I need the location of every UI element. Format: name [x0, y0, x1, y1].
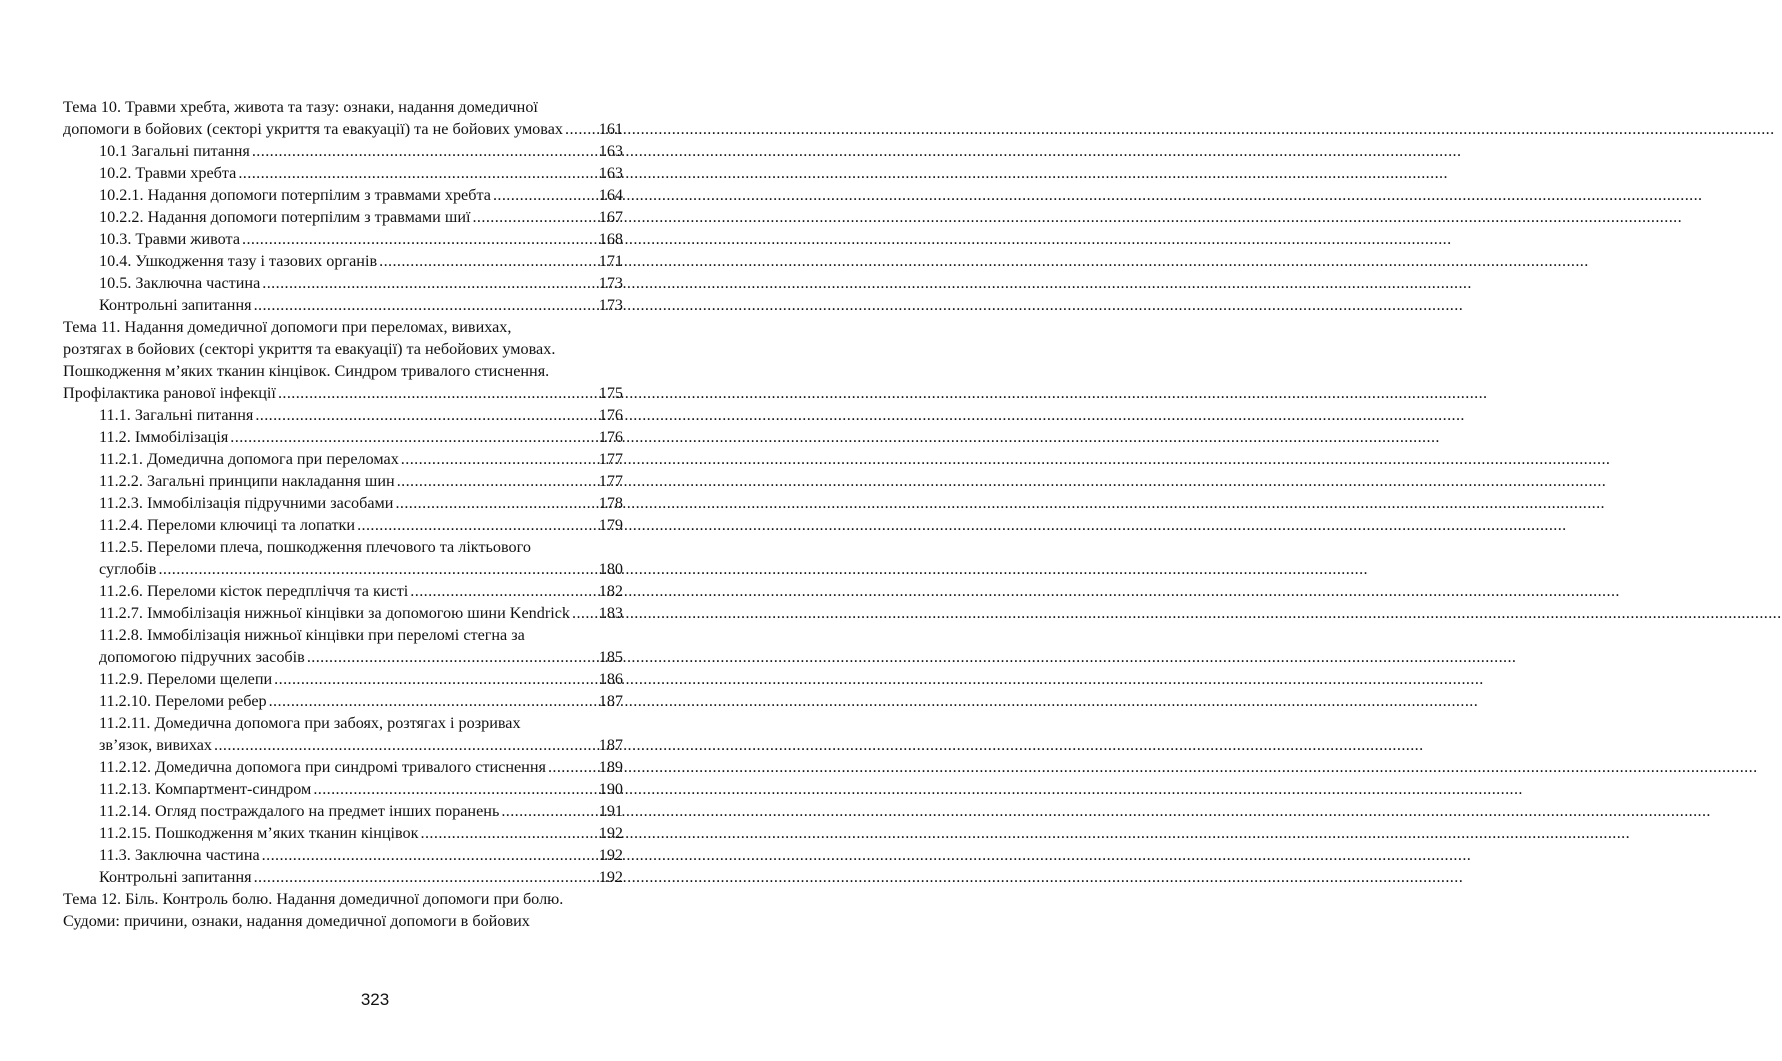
- toc-topic-12-heading-line2: Судоми: причини, ознаки, надання домедичної допомоги в бойових: [63, 912, 530, 930]
- toc-page-number: 187: [598, 692, 623, 710]
- toc-entry-11-2-11-line1: 11.2.11. Домедична допомога при забоях, розтягах і розривах: [99, 714, 521, 732]
- toc-page-number: 167: [598, 208, 623, 226]
- toc-leader-dots: [158, 558, 596, 580]
- toc-entry: [99, 162, 623, 184]
- toc-page-number: 164: [598, 186, 623, 204]
- toc-page-number: 171: [598, 252, 623, 270]
- toc-entry-title: 11.2.3. Іммобілізація підручними засобами: [99, 494, 394, 512]
- toc-entry: [99, 646, 623, 668]
- toc-page-number: 177: [598, 472, 623, 490]
- toc-page-number: 182: [598, 582, 623, 600]
- toc-page-number: 177: [598, 450, 623, 468]
- toc-topic-11-heading: [63, 382, 623, 404]
- toc-leader-dots: [307, 646, 597, 668]
- toc-entry: [99, 866, 623, 888]
- toc-leader-dots: [493, 184, 597, 206]
- toc-entry-title: суглобів: [99, 560, 157, 578]
- toc-entry-11-2-5-line1: 11.2.5. Переломи плеча, пошкодження плечового та ліктьового: [99, 538, 531, 556]
- toc-leader-dots: [214, 734, 597, 756]
- toc-entry-title: 11.1. Загальні питання: [99, 406, 254, 424]
- toc-entry-title: допомоги в бойових (секторі укриття та евакуації) та не бойових умовах: [63, 120, 563, 138]
- toc-entry: [99, 404, 623, 426]
- toc-leader-dots: [255, 404, 596, 426]
- toc-page-number: 173: [598, 274, 623, 292]
- toc-leader-dots: [242, 228, 597, 250]
- toc-entry: [99, 690, 623, 712]
- toc-leader-dots: [313, 778, 596, 800]
- toc-entry: [99, 778, 623, 800]
- toc-leader-dots: [548, 756, 597, 778]
- toc-entry-title: 11.2.1. Домедична допомога при переломах: [99, 450, 399, 468]
- toc-page-number: 185: [598, 648, 623, 666]
- toc-entry: [99, 822, 623, 844]
- toc-leader-dots: [357, 514, 597, 536]
- toc-topic-10-heading: [63, 118, 623, 140]
- toc-leader-dots: [565, 118, 597, 140]
- toc-leader-dots: [230, 426, 596, 448]
- toc-page-number: 191: [598, 802, 623, 820]
- toc-entry-title: 11.2.10. Переломи ребер: [99, 692, 267, 710]
- toc-entry: [99, 580, 623, 602]
- toc-topic-11-heading-line1: Тема 11. Надання домедичної допомоги при переломах, вивихах,: [63, 318, 512, 336]
- toc-entry-title: 11.2.7. Іммобілізація нижньої кінцівки за допомогою шини Kendrick: [99, 604, 571, 622]
- toc-entry: [99, 558, 623, 580]
- toc-entry-title: Контрольні запитання: [99, 868, 252, 886]
- toc-entry: [99, 470, 623, 492]
- toc-page-number: 183: [598, 604, 623, 622]
- toc-entry-title: 10.2. Травми хребта: [99, 164, 237, 182]
- toc-entry: [99, 492, 623, 514]
- toc-entry: [99, 734, 623, 756]
- toc-page-number: 163: [598, 164, 623, 182]
- toc-page-number: 192: [598, 824, 623, 842]
- toc-entry-title: Контрольні запитання: [99, 296, 252, 314]
- toc-entry-title: 11.3. Заключна частина: [99, 846, 260, 864]
- toc-leader-dots: [572, 602, 597, 624]
- toc-leader-dots: [238, 162, 596, 184]
- toc-entry-title: допомогою підручних засобів: [99, 648, 305, 666]
- toc-page-number: 189: [598, 758, 623, 776]
- toc-page-number: 168: [598, 230, 623, 248]
- toc-entry-11-2-8-line1: 11.2.8. Іммобілізація нижньої кінцівки при переломі стегна за: [99, 626, 525, 644]
- toc-entry-title: 11.2.14. Огляд постраждалого на предмет інших поранень: [99, 802, 500, 820]
- toc-entry-title: 11.2.6. Переломи кісток передпліччя та кисті: [99, 582, 409, 600]
- toc-page-number: 176: [598, 406, 623, 424]
- toc-entry: [99, 756, 623, 778]
- toc-leader-dots: [395, 492, 596, 514]
- toc-entry: [99, 184, 623, 206]
- toc-page-number: 192: [598, 846, 623, 864]
- toc-entry-title: 11.2.13. Компартмент-синдром: [99, 780, 312, 798]
- toc-page-number: 176: [598, 428, 623, 446]
- toc-leader-dots: [252, 140, 597, 162]
- toc-entry: [99, 448, 623, 470]
- toc-entry: [99, 272, 623, 294]
- toc-entry-title: 11.2.12. Домедична допомога при синдромі тривалого стиснення: [99, 758, 546, 776]
- toc-entry-title: 10.2.1. Надання допомоги потерпілим з травмами хребта: [99, 186, 491, 204]
- toc-leader-dots: [262, 844, 597, 866]
- toc-entry-title: 11.2.9. Переломи щелепи: [99, 670, 273, 688]
- toc-leader-dots: [278, 382, 597, 404]
- toc-leader-dots: [401, 448, 597, 470]
- toc-leader-dots: [269, 690, 597, 712]
- toc-leader-dots: [379, 250, 597, 272]
- toc-page-number: 190: [598, 780, 623, 798]
- toc-entry-title: зв’язок, вивихах: [99, 736, 212, 754]
- toc-leader-dots: [501, 800, 596, 822]
- toc-topic-11-heading-line2: розтягах в бойових (секторі укриття та евакуації) та небойових умовах.: [63, 340, 556, 358]
- toc-entry: [99, 602, 623, 624]
- toc-entry-title: 11.2. Іммобілізація: [99, 428, 229, 446]
- toc-page-number: 175: [598, 384, 623, 402]
- toc-leader-dots: [421, 822, 597, 844]
- toc-entry-title: 11.2.4. Переломи ключиці та лопатки: [99, 516, 356, 534]
- toc-topic-11-heading-line3: Пошкодження м’яких тканин кінцівок. Синдром тривалого стиснення.: [63, 362, 550, 380]
- toc-page-number: 192: [598, 868, 623, 886]
- toc-entry-title: 11.2.2. Загальні принципи накладання шин: [99, 472, 395, 490]
- toc-leader-dots: [274, 668, 597, 690]
- toc-entry: [99, 844, 623, 866]
- toc-entry-title: 10.2.2. Надання допомоги потерпілим з травмами шиї: [99, 208, 471, 226]
- toc-entry-title: 10.4. Ушкодження тазу і тазових органів: [99, 252, 378, 270]
- toc-entry-title: Профілактика ранової інфекції: [63, 384, 276, 402]
- toc-page-number: 186: [598, 670, 623, 688]
- page-number: 323: [360, 990, 390, 1009]
- toc-entry: [99, 800, 623, 822]
- toc-entry-title: 10.1 Загальні питання: [99, 142, 250, 160]
- toc-page-number: 173: [598, 296, 623, 314]
- toc-page-number: 163: [598, 142, 623, 160]
- toc-page-number: 187: [598, 736, 623, 754]
- toc-entry-title: 10.3. Травми живота: [99, 230, 241, 248]
- toc-topic-10-heading-line1: Тема 10. Травми хребта, живота та тазу: ознаки, надання домедичної: [63, 98, 538, 116]
- toc-entry: [99, 228, 623, 250]
- toc-leader-dots: [410, 580, 596, 602]
- toc-leader-dots: [254, 866, 597, 888]
- toc-entry: [99, 140, 623, 162]
- toc-entry-title: 11.2.15. Пошкодження м’яких тканин кінцівок: [99, 824, 419, 842]
- toc-entry: [99, 206, 623, 228]
- toc-leader-dots: [262, 272, 596, 294]
- toc-page-number: 180: [598, 560, 623, 578]
- toc-entry-title: 10.5. Заключна частина: [99, 274, 261, 292]
- toc-entry: [99, 294, 623, 316]
- toc-entry: [99, 668, 623, 690]
- toc-leader-dots: [472, 206, 596, 228]
- toc-page-number: 178: [598, 494, 623, 512]
- toc-page-number: 179: [598, 516, 623, 534]
- toc-page-number: 161: [598, 120, 623, 138]
- toc-entry: [99, 514, 623, 536]
- toc-leader-dots: [397, 470, 597, 492]
- toc-topic-12-heading-line1: Тема 12. Біль. Контроль болю. Надання домедичної допомоги при болю.: [63, 890, 564, 908]
- toc-entry: [99, 250, 623, 272]
- toc-leader-dots: [254, 294, 597, 316]
- toc-entry: [99, 426, 623, 448]
